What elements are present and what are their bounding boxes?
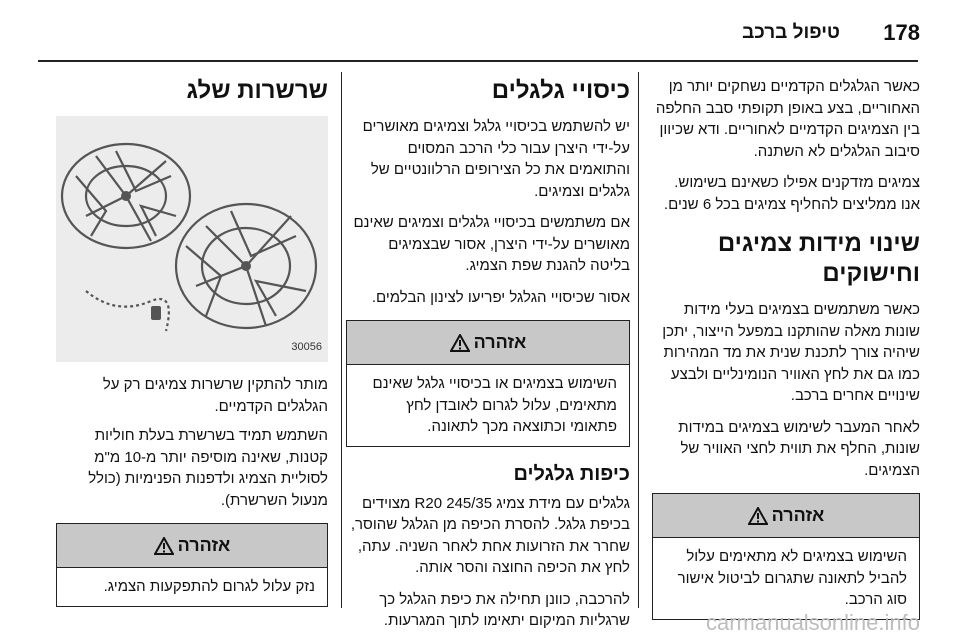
subsection-heading: כיפות גלגלים [513, 462, 630, 485]
paragraph: כאשר הגלגלים הקדמיים נשחקים יותר מן האחוריים, בצע באופן תקופתי סבב החלפה בין הצמיגים הקדמיים לאחוריים. ודא שכיוון סיבוב הגלגלים לא השתנה. [655, 78, 920, 160]
paragraph: כאשר משתמשים בצמיגים בעלי מידות שונות מאלה שהותקנו במפעל הייצור, יתכן שיהיה צורך לתכנת שנית את מד המהירות כמו גם את לחץ האוויר הנומינליים ולבצע שינויים אחרים ברכב. [662, 301, 920, 404]
figure-number: 30056 [291, 340, 322, 353]
warning-header [653, 494, 919, 538]
section-title: טיפול ברכב [742, 22, 840, 43]
warning-triangle-icon [154, 537, 174, 555]
paragraph: לאחר המעבר לשימוש בצמיגים במידות שונות, החלף את תווית לחצי האוויר של הצמיגים. [678, 418, 920, 479]
section-heading: שינוי מידות צמיגים וחישוקים [717, 230, 920, 287]
warning-box [346, 320, 630, 447]
warning-text: נזק עלול לגרום להתפקעות הצמיג. [103, 578, 315, 595]
snow-chain-illustration [56, 116, 328, 362]
warning-box [652, 493, 920, 620]
warning-title: אזהרה [473, 331, 527, 352]
warning-title: אזהרה [177, 534, 231, 555]
column-divider [341, 72, 342, 608]
warning-text: השימוש בצמיגים או בכיסויי גלגל שאינם מתאימים, עלול לגרום לאובדן לחץ פתאומי וכתוצאה מכך לתאונה. [372, 375, 617, 435]
warning-header [57, 524, 327, 568]
page-number: 178 [883, 20, 920, 45]
warning-text: השימוש בצמיגים לא מתאימים עלול להביל לתאונה שתגרום לביטול אישור סוג הרכב. [677, 548, 907, 608]
section-heading: שרשרות שלג [186, 77, 328, 104]
header-rule [38, 60, 918, 62]
paragraph: אם משתמשים בכיסויי גלגלים וצמיגים שאינם מאושרים על-ידי היצרן, אסור שבצמיגים בליטה להגנת שפת הצמיג. [353, 214, 630, 274]
paragraph: מותר להתקין שרשרות צמיגים רק על הגלגלים הקדמיים. [102, 376, 328, 415]
middle-column [346, 76, 630, 642]
paragraph: להרכבה, כוונן תחילה את כיפת הגלגל כך שרגליות המיקום יתאימו לתוך המגרעות. [379, 590, 630, 629]
section-heading: כיסויי גלגלים [491, 77, 630, 104]
warning-header [347, 321, 629, 365]
column-divider [638, 72, 639, 608]
paragraph: צמיגים מזדקנים אפילו כשאינם בשימוש. אנו ממליצים להחליף צמיגים בכל 6 שנים. [663, 174, 920, 213]
paragraph: יש להשתמש בכיסויי גלגל וצמיגים מאושרים על-ידי היצרן עבור כלי הרכב המסוים והתואמים את כל הצירופים הרלוונטיים של גלגלים וצמיגים. [362, 118, 630, 200]
left-column [56, 76, 328, 621]
paragraph: גלגלים עם מידת צמיג 245/35 R20 מצוידים בכיפת גלגל. להסרת הכיפה מן הגלגל שהוסר, שחרר את הזרועות אחת לאחר השניה. עתה, לחץ את הכיפה החוצה והסר אותה. [350, 494, 630, 576]
right-column [652, 76, 920, 634]
snow-chain-drawing [56, 116, 328, 362]
paragraph: השתמש תמיד בשרשרת בעלת חוליות קטנות, שאינה מוסיפה יותר מ-10 מ"מ לסוליית הצמיג ולדפנות הפנימיות (כולל מנעול השרשרת). [88, 427, 328, 509]
page-header [0, 14, 960, 54]
warning-triangle-icon [450, 334, 470, 352]
watermark: carmanualsonline.info [705, 610, 920, 635]
warning-title: אזהרה [771, 504, 825, 525]
warning-box [56, 523, 328, 607]
paragraph: אסור שכיסויי הגלגל יפריעו לצינון הבלמים. [371, 288, 630, 306]
warning-triangle-icon [748, 507, 768, 525]
